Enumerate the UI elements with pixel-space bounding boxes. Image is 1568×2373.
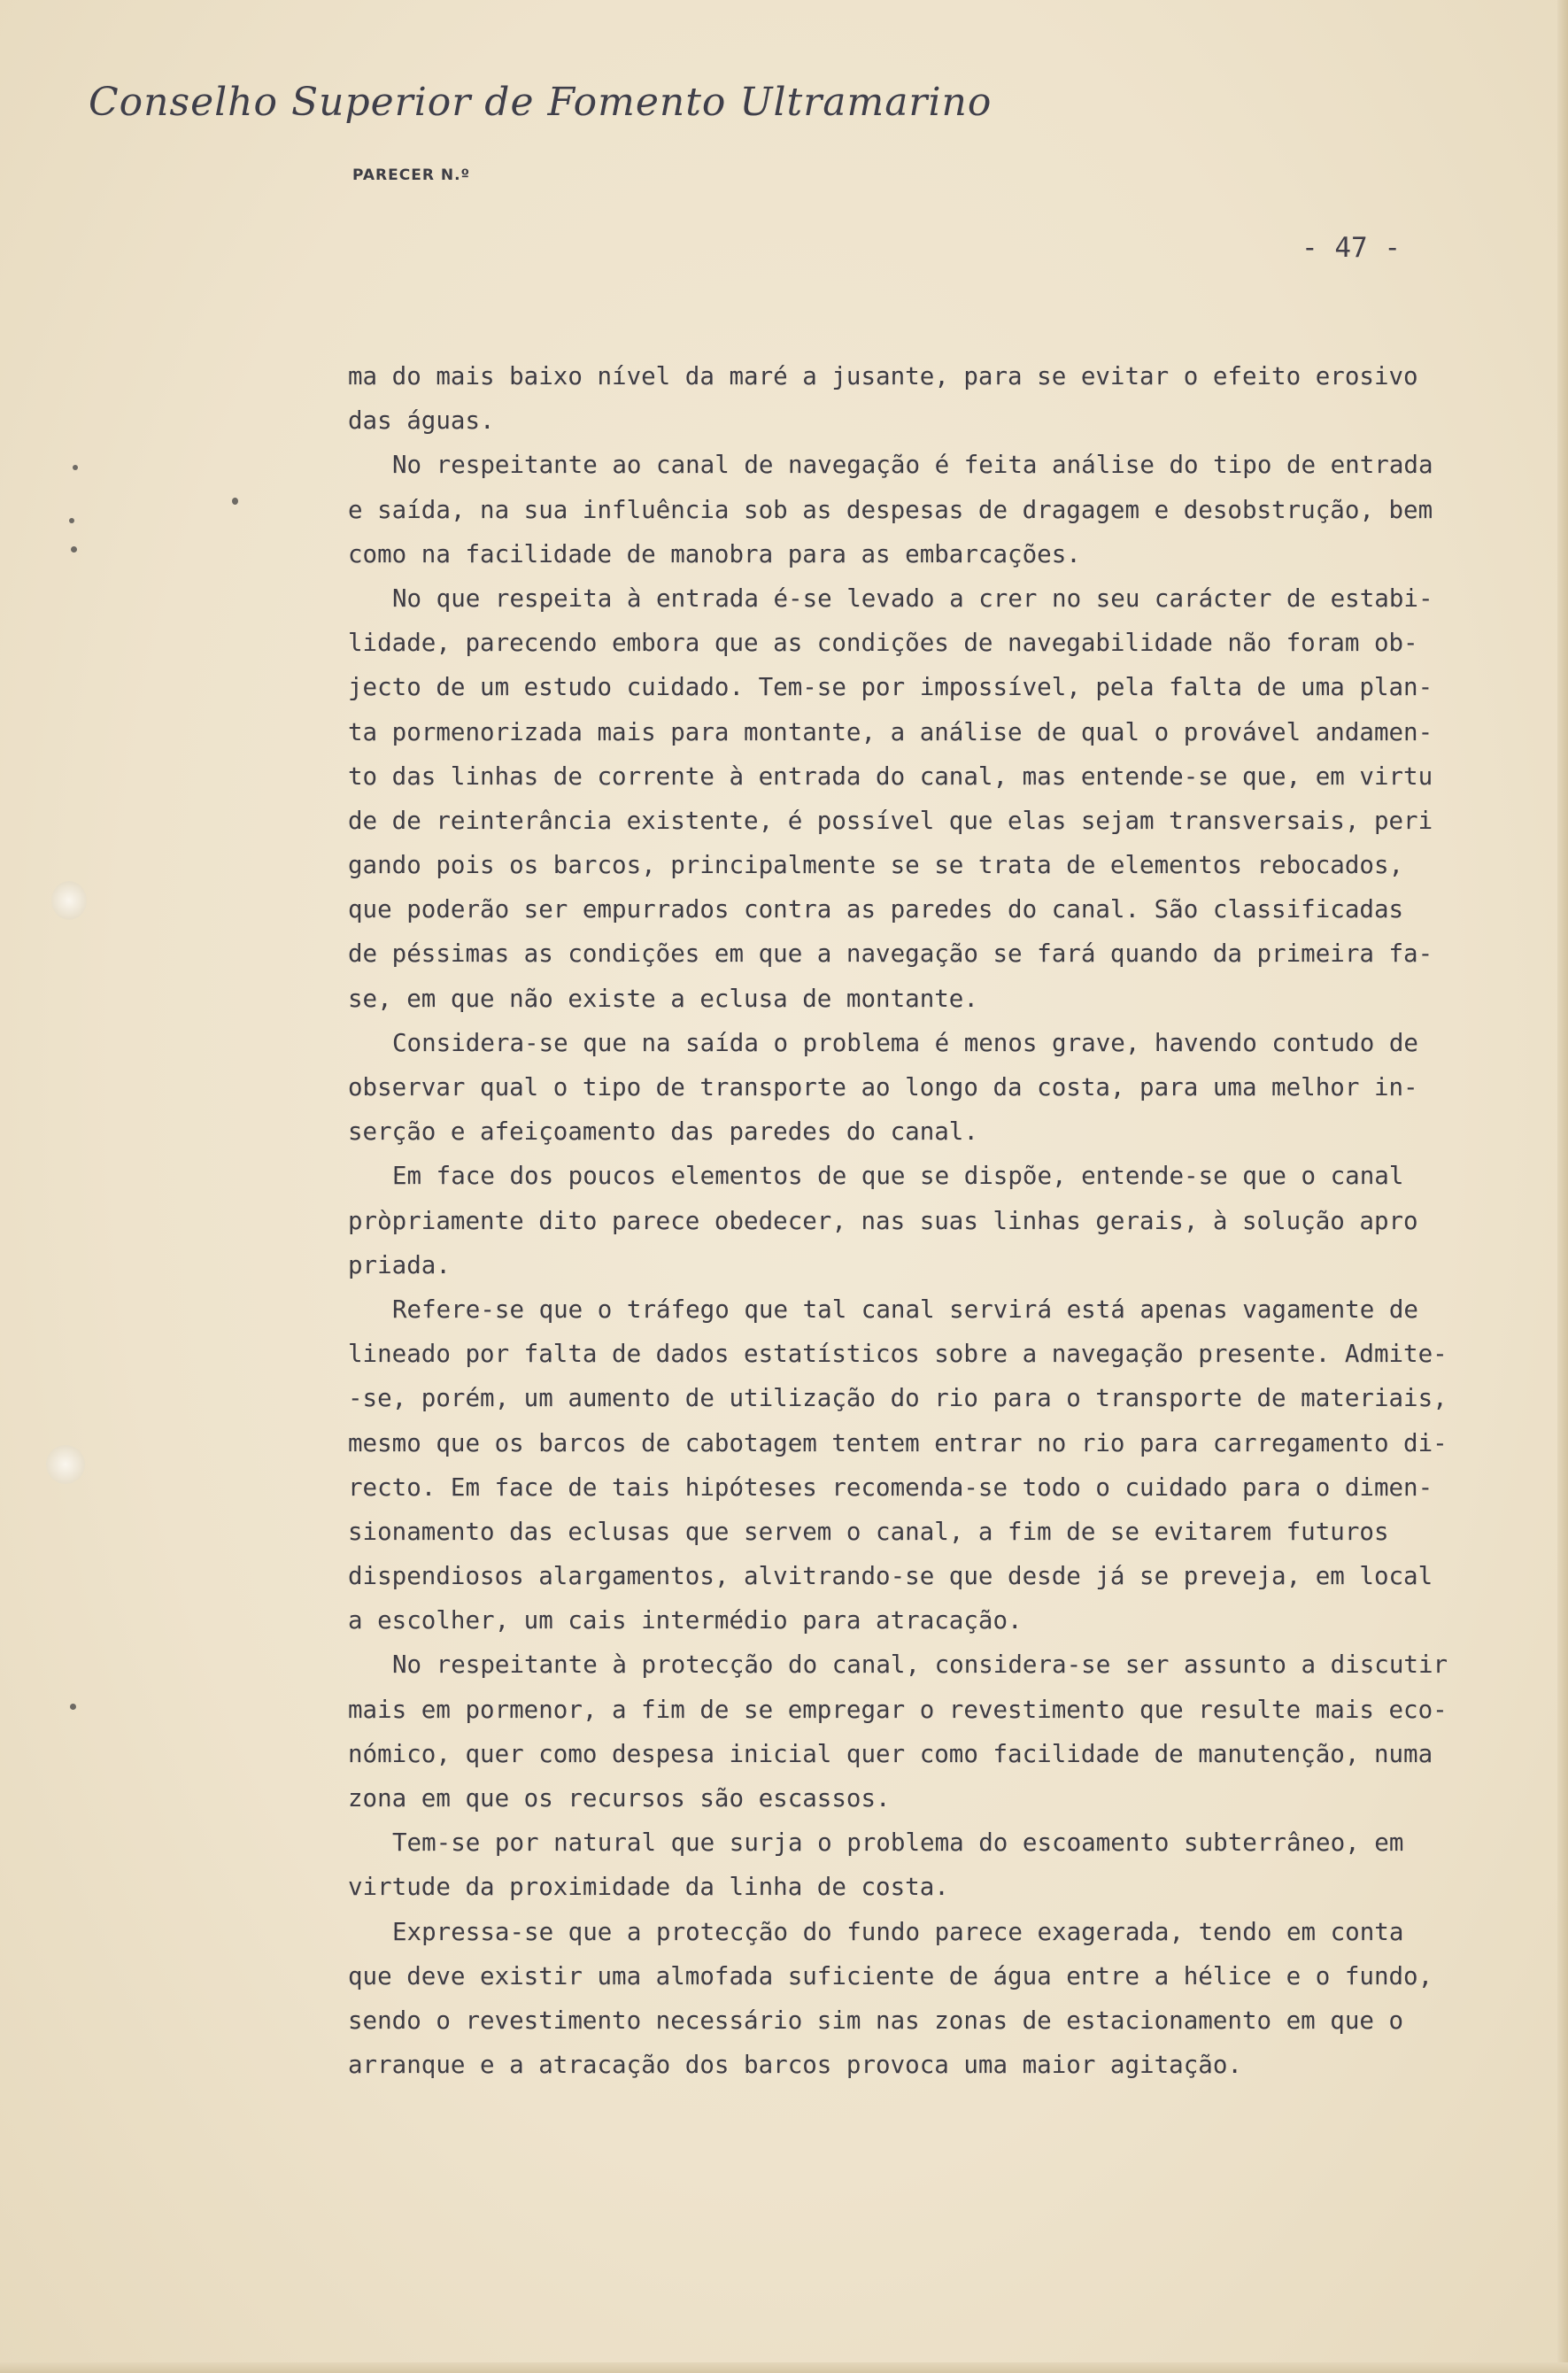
text-line: observar qual o tipo de transporte ao longo da costa, para uma melhor in- [348, 1073, 1418, 1101]
text-line: das águas. [348, 406, 495, 436]
text-line: como na facilidade de manobra para as embarcações. [348, 539, 1081, 568]
text-line: priada. [348, 1250, 451, 1279]
text-line: se, em que não existe a eclusa de montante. [348, 984, 978, 1013]
text-line: mais em pormenor, a fim de se empregar o revestimento que resulte mais eco- [348, 1695, 1448, 1724]
text-line: No respeitante à protecção do canal, considera-se ser assunto a discutir [392, 1650, 1448, 1680]
text-line: que poderão ser empurrados contra as paredes do canal. São classificadas [348, 895, 1404, 924]
text-line: Refere-se que o tráfego que tal canal servirá está apenas vagamente de [392, 1295, 1418, 1324]
margin-mark [70, 1704, 76, 1710]
paper-edge-bottom [0, 2362, 1568, 2373]
text-line: mesmo que os barcos de cabotagem tentem entrar no rio para carregamento di- [348, 1428, 1448, 1457]
text-line: Expressa-se que a protecção do fundo parece exagerada, tendo em conta [392, 1917, 1404, 1946]
text-line: de de reinterância existente, é possível que elas sejam transversais, peri [348, 806, 1433, 835]
margin-mark [71, 546, 77, 553]
text-line: de péssimas as condições em que a navegação se fará quando da primeira fa- [348, 939, 1433, 969]
text-line: ma do mais baixo nível da maré a jusante, para se evitar o efeito erosivo [348, 362, 1418, 390]
text-line: virtude da proximidade da linha de costa. [348, 1873, 949, 1902]
text-line: jecto de um estudo cuidado. Tem-se por impossível, pela falta de uma plan- [348, 673, 1433, 702]
punch-hole-lower [46, 1445, 85, 1484]
text-line: -se, porém, um aumento de utilização do rio para o transporte de materiais, [348, 1384, 1448, 1413]
paper-edge-right [1557, 0, 1568, 2373]
text-line: e saída, na sua influência sob as despesas de dragagem e desobstrução, bem [348, 495, 1433, 524]
text-line: recto. Em face de tais hipóteses recomenda-se todo o cuidado para o dimen- [348, 1472, 1433, 1502]
text-line: Tem-se por natural que surja o problema do escoamento subterrâneo, em [392, 1828, 1404, 1858]
text-line: nómico, quer como despesa inicial quer como facilidade de manutenção, numa [348, 1739, 1433, 1768]
parecer-label: PARECER N.º [352, 166, 471, 184]
text-line: No que respeita à entrada é-se levado a crer no seu carácter de estabi- [392, 584, 1433, 613]
text-line: zona em que os recursos são escassos. [348, 1784, 891, 1813]
text-line: gando pois os barcos, principalmente se se trata de elementos rebocados, [348, 851, 1404, 880]
punch-hole-upper [51, 881, 87, 920]
text-line: lineado por falta de dados estatísticos sobre a navegação presente. Admite- [348, 1340, 1448, 1369]
text-line: arranque e a atracação dos barcos provoca uma maior agitação. [348, 2051, 1242, 2080]
margin-mark [73, 465, 78, 470]
letterhead-title: Conselho Superior de Fomento Ultramarino [89, 80, 993, 125]
text-line: No respeitante ao canal de navegação é feita análise do tipo de entrada [392, 451, 1433, 480]
text-line: que deve existir uma almofada suficiente de água entre a hélice e o fundo, [348, 1961, 1433, 1990]
body-text [348, 354, 1481, 2087]
text-line: ta pormenorizada mais para montante, a análise de qual o provável andamen- [348, 717, 1433, 746]
text-line: to das linhas de corrente à entrada do canal, mas entende-se que, em virtu [348, 761, 1433, 791]
text-line: serção e afeiçoamento das paredes do canal. [348, 1117, 978, 1147]
margin-mark [232, 498, 238, 505]
text-line: Em face dos poucos elementos de que se dispõe, entende-se que o canal [392, 1162, 1404, 1191]
text-line: pròpriamente dito parece obedecer, nas suas linhas gerais, à solução apro [348, 1206, 1418, 1235]
page-number: - 47 - [1302, 232, 1401, 264]
text-line: a escolher, um cais intermédio para atracação. [348, 1606, 1023, 1635]
text-line: lidade, parecendo embora que as condições de navegabilidade não foram ob- [348, 629, 1418, 658]
text-line: sendo o revestimento necessário sim nas zonas de estacionamento em que o [348, 2006, 1404, 2035]
text-line: sionamento das eclusas que servem o canal, a fim de se evitarem futuros [348, 1517, 1389, 1546]
text-line: dispendiosos alargamentos, alvitrando-se que desde já se preveja, em local [348, 1562, 1433, 1591]
text-line: Considera-se que na saída o problema é menos grave, havendo contudo de [392, 1028, 1418, 1057]
margin-mark [69, 518, 74, 523]
